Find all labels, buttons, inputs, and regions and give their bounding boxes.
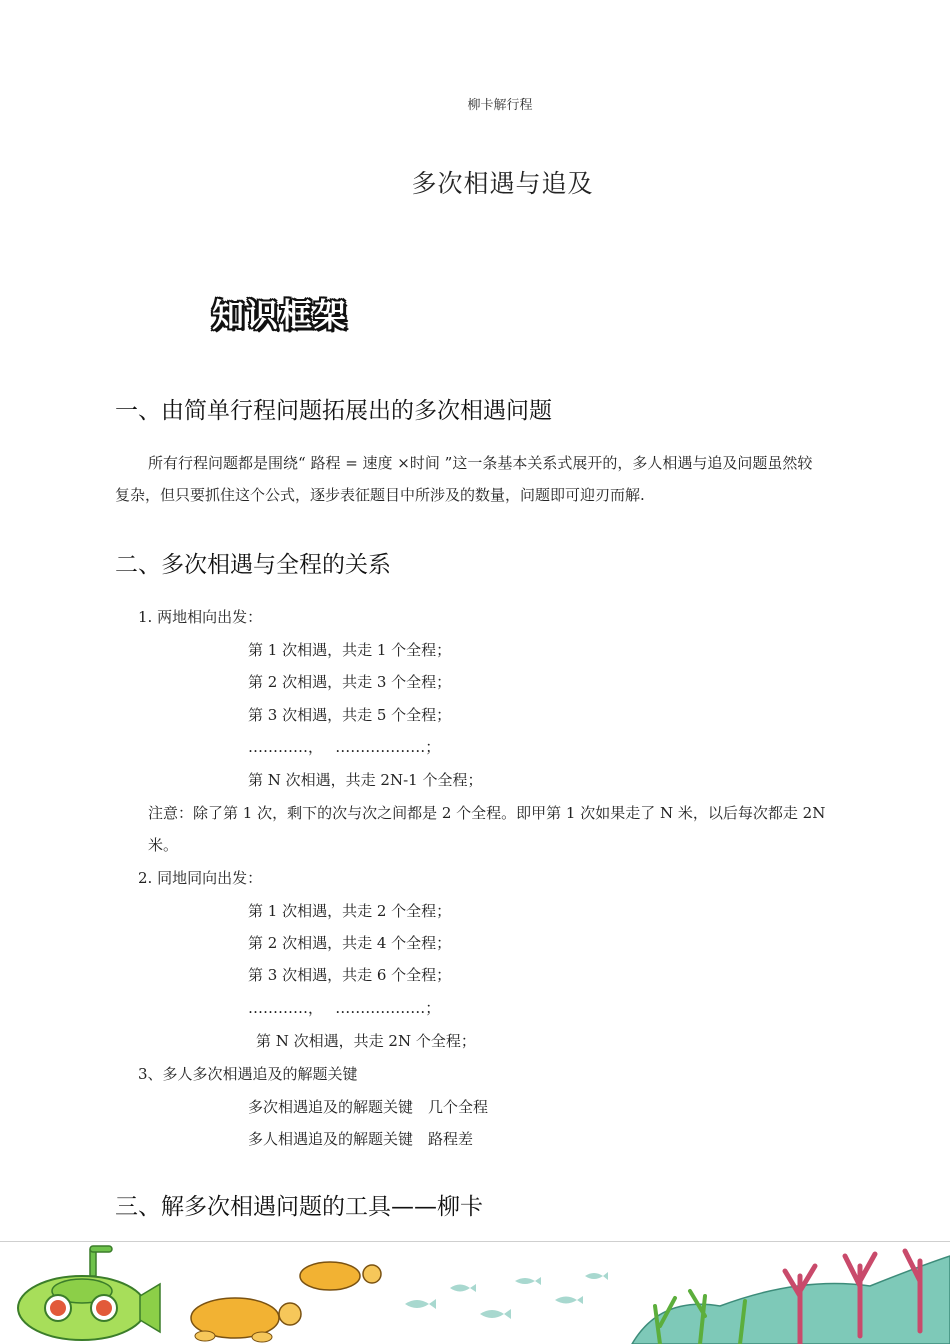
section2-heading: 二、多次相遇与全程的关系 bbox=[115, 552, 391, 578]
section1-heading: 一、由简单行程问题拓展出的多次相遇问题 bbox=[115, 398, 552, 424]
submarine-icon bbox=[18, 1246, 160, 1340]
item2-label: 2. 同地同向出发： bbox=[138, 869, 263, 887]
turtle-icon bbox=[191, 1262, 381, 1342]
item1-label: 1. 两地相向出发： bbox=[138, 608, 263, 626]
note-line2: 米。 bbox=[148, 836, 179, 854]
item3-line: 多人相遇追及的解题关键 路程差 bbox=[248, 1130, 474, 1148]
section1-para-line2: 复杂，但只要抓住这个公式，逐步表征题目中所涉及的数量，问题即可迎刃而解. bbox=[115, 486, 645, 504]
item3-label: 3、多人多次相遇追及的解题关键 bbox=[138, 1065, 358, 1083]
note-line1: 注意：除了第 1 次，剩下的次与次之间都是 2 个全程。即甲第 1 次如果走了 N 米，以后每次都走 2N bbox=[148, 804, 826, 822]
item2-line: …………， ………………； bbox=[248, 999, 441, 1017]
item1-line: 第 2 次相遇，共走 3 个全程； bbox=[248, 673, 452, 691]
coral-reef-icon bbox=[632, 1251, 950, 1344]
item1-line: 第 3 次相遇，共走 5 个全程； bbox=[248, 706, 452, 724]
item1-line: 第 1 次相遇，共走 1 个全程； bbox=[248, 641, 452, 659]
item2-line: 第 3 次相遇，共走 6 个全程； bbox=[248, 966, 452, 984]
fish-school-icon bbox=[405, 1272, 608, 1319]
item2-line: 第 N 次相遇，共走 2N 个全程； bbox=[256, 1032, 476, 1050]
item2-line: 第 1 次相遇，共走 2 个全程； bbox=[248, 902, 452, 920]
item2-line: 第 2 次相遇，共走 4 个全程； bbox=[248, 934, 452, 952]
item3-line: 多次相遇追及的解题关键 几个全程 bbox=[248, 1098, 489, 1116]
badge-label: 知识框架 bbox=[212, 296, 349, 334]
running-header: 柳卡解行程 bbox=[467, 98, 533, 113]
section3-heading: 三、解多次相遇问题的工具——柳卡 bbox=[115, 1194, 483, 1220]
section1-para-line1: 所有行程问题都是围绕“ 路程 = 速度 ×时间 ”这一条基本关系式展开的，多人相遇与追及问题虽然较 bbox=[148, 454, 813, 472]
knowledge-framework-badge bbox=[212, 290, 357, 334]
item1-line: 第 N 次相遇，共走 2N-1 个全程； bbox=[248, 771, 483, 789]
document-title: 多次相遇与追及 bbox=[411, 169, 594, 198]
item1-line: …………， ………………； bbox=[248, 738, 441, 756]
footer-decoration bbox=[0, 1236, 950, 1344]
